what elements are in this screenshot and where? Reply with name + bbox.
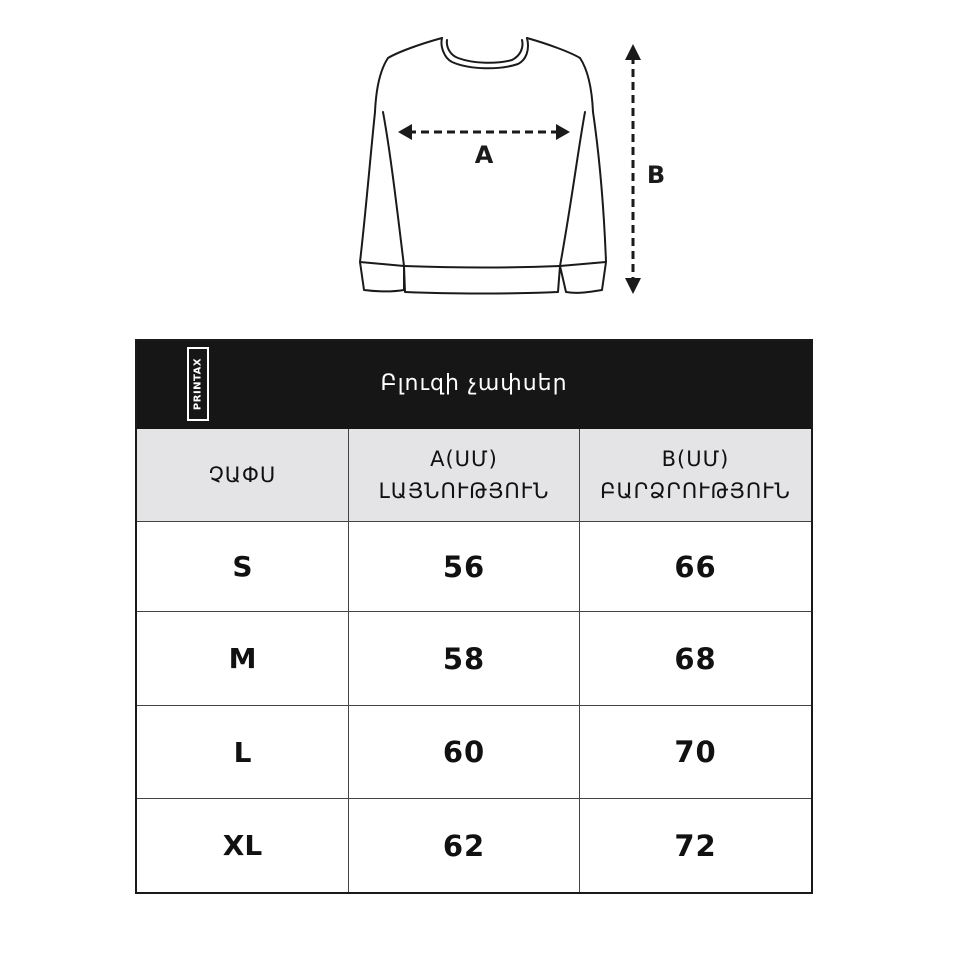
width-cell: 60: [349, 706, 580, 799]
size-cell: M: [137, 612, 349, 706]
title-bar: [137, 341, 811, 429]
header-width: [349, 429, 580, 522]
brand-logo-text: PRINTAX: [192, 357, 204, 411]
length-cell: 68: [580, 612, 811, 706]
sweatshirt-diagram: [0, 0, 975, 320]
width-cell: 58: [349, 612, 580, 706]
width-cell: 62: [349, 799, 580, 892]
header-length: [580, 429, 811, 522]
header-length-line2: ԲԱՐՁՐՈՒԹՅՈՒՆ: [600, 479, 791, 503]
size-cell: S: [137, 522, 349, 612]
length-cell: 72: [674, 828, 717, 863]
size-cell: XL: [137, 799, 349, 892]
header-width-line1: A(ՍՄ): [430, 447, 498, 471]
header-width-line2: ԼԱՅՆՈՒԹՅՈՒՆ: [378, 479, 550, 503]
header-length-line1: B(ՍՄ): [661, 447, 730, 471]
width-arrow: [398, 124, 570, 140]
length-arrow: [625, 44, 641, 294]
header-size: [137, 429, 349, 522]
width-cell: 56: [349, 522, 580, 612]
size-cell: L: [137, 706, 349, 799]
label-a: A: [474, 141, 494, 169]
size-grid: [137, 429, 811, 892]
header-size-label: ՉԱՓՍ: [208, 463, 277, 487]
length-cell: 70: [580, 706, 811, 799]
label-b: B: [646, 161, 666, 189]
length-cell: 66: [580, 522, 811, 612]
size-chart-table: [135, 339, 813, 894]
table-title: Բլուզի չափսեր: [380, 371, 568, 396]
